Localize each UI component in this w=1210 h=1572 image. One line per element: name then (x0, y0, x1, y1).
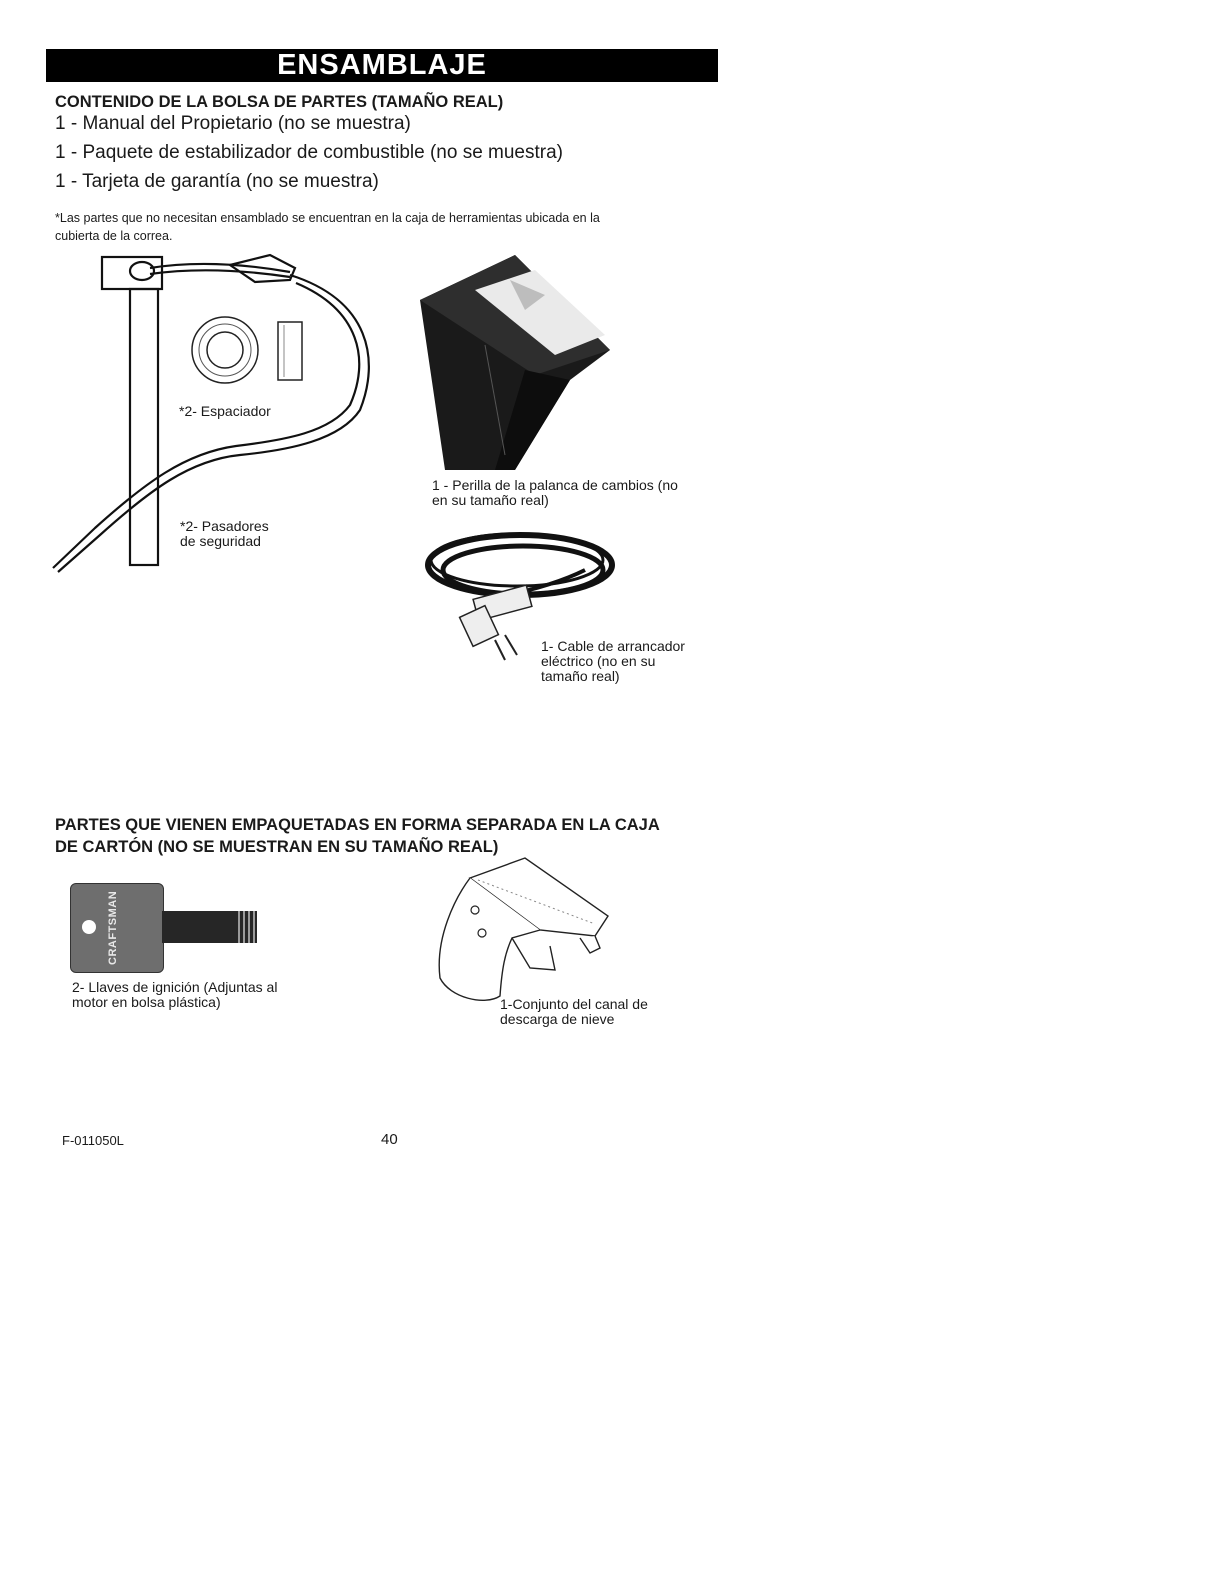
separate-parts-heading-line2: DE CARTÓN (NO SE MUESTRAN EN SU TAMAÑO REAL) (55, 838, 499, 856)
discharge-chute-caption: 1-Conjunto del canal de descarga de nieve (500, 996, 648, 1027)
discharge-chute-illustration (430, 858, 615, 1008)
spacer-caption: *2- Espaciador (179, 403, 271, 419)
key-teeth (235, 911, 257, 943)
list-item: 1 - Tarjeta de garantía (no se muestra) (55, 171, 379, 192)
ignition-key-illustration (70, 883, 260, 973)
note-line: *Las partes que no necesitan ensamblado se encuentran en la caja de herramientas ubicada en la (55, 211, 600, 225)
list-item: 1 - Paquete de estabilizador de combustible (no se muestra) (55, 142, 563, 163)
shift-knob-caption: 1 - Perilla de la palanca de cambios (no en su tamaño real) (432, 477, 678, 508)
separate-parts-heading-line1: PARTES QUE VIENEN EMPAQUETADAS EN FORMA SEPARADA EN LA CAJA (55, 816, 660, 834)
list-item: 1 - Manual del Propietario (no se muestra) (55, 113, 411, 134)
document-code: F-011050L (62, 1133, 124, 1148)
starter-cord-caption: 1- Cable de arrancador eléctrico (no en su tamaño real) (541, 638, 685, 684)
shear-pins-caption: *2- Pasadores de seguridad (180, 518, 269, 549)
key-hole (82, 920, 96, 934)
page-number: 40 (381, 1131, 398, 1148)
ignition-keys-caption: 2- Llaves de ignición (Adjuntas al motor en bolsa plástica) (72, 979, 278, 1010)
key-brand-label: CRAFTSMAN (107, 890, 119, 965)
shift-knob-illustration (415, 255, 620, 470)
note-line: cubierta de la correa. (55, 229, 173, 243)
section-banner: ENSAMBLAJE (46, 49, 718, 82)
parts-bag-heading: CONTENIDO DE LA BOLSA DE PARTES (TAMAÑO REAL) (55, 93, 504, 111)
